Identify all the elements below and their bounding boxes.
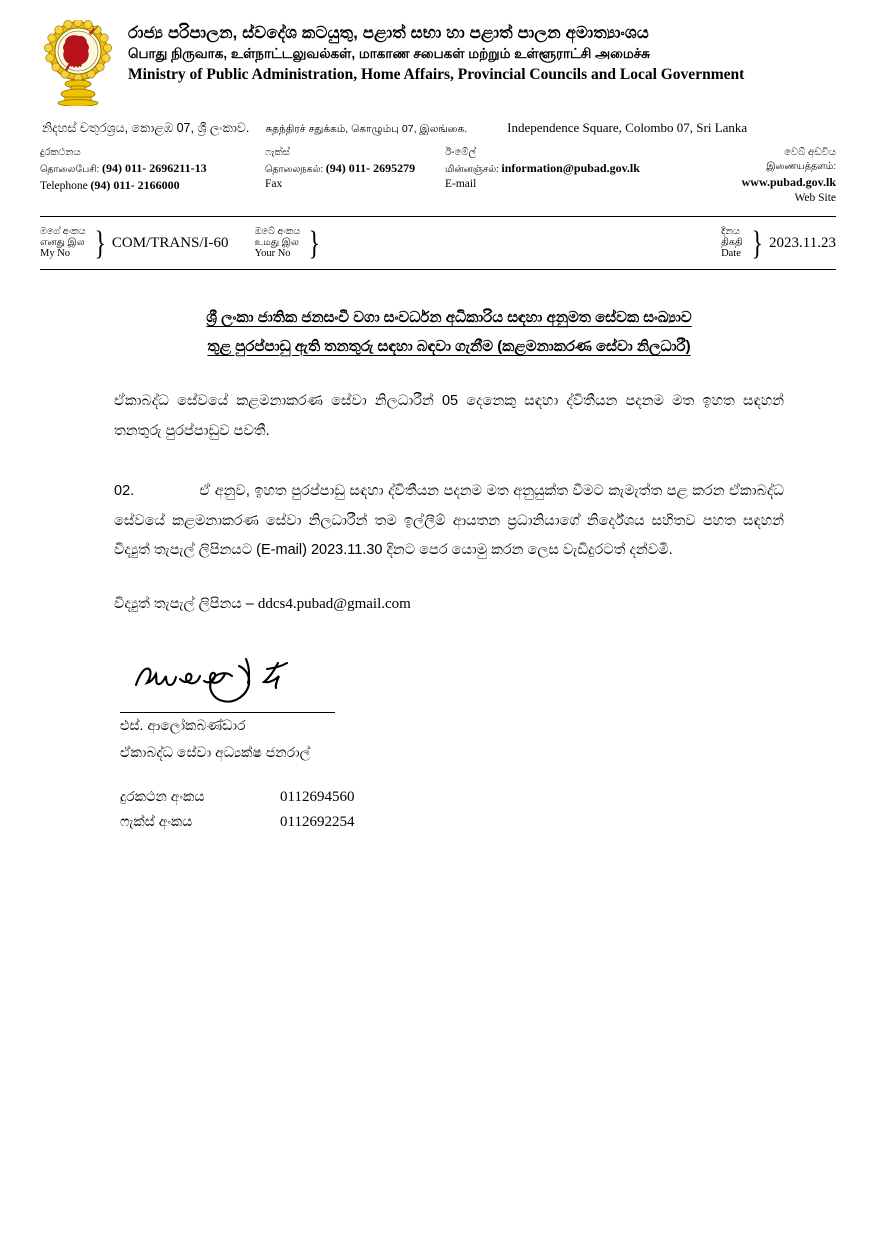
date-labels xyxy=(721,226,743,261)
email-reference-line xyxy=(114,596,784,613)
telephone-value-1: (94) 011- 2696211-13 xyxy=(101,160,207,175)
your-no-label-english: Your No xyxy=(254,248,291,260)
email-label-sinhala: ඊ-මේල් xyxy=(445,147,477,158)
paragraph-2-text: ඒ අනුව, ඉහත පුරප්පාඩු සඳහා ද්විතීයන පදනම මත අනුයුක්ත වීමට කැමැත්ත පළ කරන ඒකාබද්ධ සේවයේ කළමනාකරණ සේවා නිලධාරීන් තම ඉල්ලීම් ආයතන ප්‍රධානියාගේ නිර්දේශය සහිතව පහත සඳහන් විද්‍යුත් තැපැල් ලිපිනයට (E-mail) 2023.11.30 දිනට පෙර යොමු කරන ලෙස වැඩිදුරටත් දන්වමි. xyxy=(114,482,785,559)
signature-rule xyxy=(120,712,335,713)
email-value: information@pubad.gov.lk xyxy=(501,160,640,175)
contact-block xyxy=(40,146,836,210)
reference-row xyxy=(40,217,836,269)
your-no-label-tamil: உமது இல xyxy=(254,237,299,249)
my-no-labels xyxy=(40,226,86,261)
my-no-brace-icon: } xyxy=(93,224,106,262)
your-no-label-sinhala: ඔබේ අංකය xyxy=(254,225,301,237)
paragraph-1: ඒකාබද්ධ සේවයේ කළමනාකරණ සේවා නිලධාරීන් 05 දෙනෙකු සඳහා ද්විතීයන පදනම මත ඉහත සඳහන් තනතුරු පුරප්පාඩුව පවතී. xyxy=(114,393,784,440)
document-title-line-1: ශ්‍රී ලංකා ජාතික ජනසංවී වගා සංවර්ධන අධිකාරිය සඳහා අනුමත සේවක සංඛ්‍යාව xyxy=(206,309,692,327)
your-no-block xyxy=(255,226,327,261)
date-value: 2023.11.23 xyxy=(769,234,836,251)
date-label-tamil: திகதி xyxy=(721,237,743,249)
signatory-fax-row xyxy=(120,810,836,836)
signature-area xyxy=(40,649,836,836)
address-line xyxy=(40,120,836,136)
fax-label-sinhala: ෆැක්ස් xyxy=(265,147,290,158)
my-no-value: COM/TRANS/I-60 xyxy=(111,234,229,251)
email-reference-label: විද්‍යුත් තැපැල් ලිපිනය – xyxy=(114,595,258,612)
signatory-phone-row xyxy=(120,785,836,811)
signatory-designation: ඒකාබද්ධ සේවා අධ්‍යක්ෂ ජනරාල් xyxy=(120,743,311,760)
signatory-phone-label: දුරකථන අංකය xyxy=(120,787,205,804)
website-label-tamil: இணையத்தளம்: xyxy=(766,160,836,172)
signatory-contact-block xyxy=(120,785,836,836)
date-label-sinhala: දිනය xyxy=(721,225,740,237)
signatory-phone-value: 0112694560 xyxy=(280,788,355,805)
date-block xyxy=(721,226,836,261)
org-name-tamil: பொது நிருவாக, உள்நாட்டலுவல்கள், மாகாண சபைகள் மற்றும் உள்ளூராட்சி அமைச்சு xyxy=(128,45,651,61)
my-no-block xyxy=(40,226,229,261)
website-label-english: Web Site xyxy=(794,191,836,204)
date-label-english: Date xyxy=(721,248,741,260)
address-sinhala: නිදහස් චතුරශ්‍රය, කොළඹ 07, ශ්‍රී ලංකාව. xyxy=(42,121,250,135)
your-no-brace-icon: } xyxy=(308,224,321,262)
my-no-label-sinhala: මගේ අංකය xyxy=(40,225,86,237)
paragraph-2-number: 02. xyxy=(114,482,135,499)
contact-website xyxy=(700,146,836,206)
fax-label-english: Fax xyxy=(265,177,283,190)
letterhead xyxy=(40,18,836,104)
sri-lanka-national-emblem-icon xyxy=(42,20,114,104)
contact-telephone xyxy=(40,146,265,206)
contact-email xyxy=(445,146,700,206)
paragraph-2 xyxy=(114,477,784,566)
my-no-label-tamil: எனது இல xyxy=(40,237,85,249)
document-body xyxy=(40,304,836,613)
email-reference-value: ddcs4.pubad@gmail.com xyxy=(257,595,411,612)
telephone-value-2: (94) 011- 2166000 xyxy=(90,177,180,192)
fax-label-tamil: தொலைநகல்: xyxy=(265,163,324,175)
website-value: www.pubad.gov.lk xyxy=(741,174,836,189)
telephone-label-english: Telephone xyxy=(40,179,88,192)
my-no-label-english: My No xyxy=(40,248,71,260)
signatory-fax-label: ෆැක්ස් අංකය xyxy=(120,813,193,830)
email-label-english: E-mail xyxy=(445,177,477,190)
fax-value: (94) 011- 2695279 xyxy=(325,160,416,175)
document-title xyxy=(114,304,784,361)
contact-fax xyxy=(265,146,445,206)
date-brace-icon: } xyxy=(751,224,763,262)
org-name-english: Ministry of Public Administration, Home Affairs, Provincial Councils and Local Government xyxy=(128,66,745,84)
website-label-sinhala: වෙබ් අඩවිය xyxy=(784,147,836,158)
organisation-names xyxy=(128,18,744,85)
address-tamil: சுதந்திரச் சதுக்கம், கொழும்பு 07, இலங்கை. xyxy=(265,123,468,135)
email-label-tamil: மின்னஞ்சல்: xyxy=(445,163,499,175)
signatory-fax-value: 0112692254 xyxy=(280,814,355,831)
telephone-label-tamil: தொலைபேசி: xyxy=(40,163,100,175)
telephone-label-sinhala: දුරකථනය xyxy=(40,147,81,158)
document-title-line-2: තුළ පුරප්පාඩු ඇති තනතුරු සඳහා බඳවා ගැනීම (කළමනාකරණ සේවා නිලධාරී) xyxy=(207,337,691,355)
divider-bottom xyxy=(40,269,836,270)
your-no-labels xyxy=(255,226,301,261)
signatory-name: එස්. ආලෝකබණ්ඩාර xyxy=(120,716,246,733)
handwritten-signature-icon xyxy=(128,649,836,712)
org-name-sinhala: රාජ්‍ය පරිපාලන, ස්වදේශ කටයුතු, පළාත් සභා හා පළාත් පාලන අමාත්‍යාංශය xyxy=(128,24,649,42)
address-english: Independence Square, Colombo 07, Sri Lanka xyxy=(507,120,748,135)
